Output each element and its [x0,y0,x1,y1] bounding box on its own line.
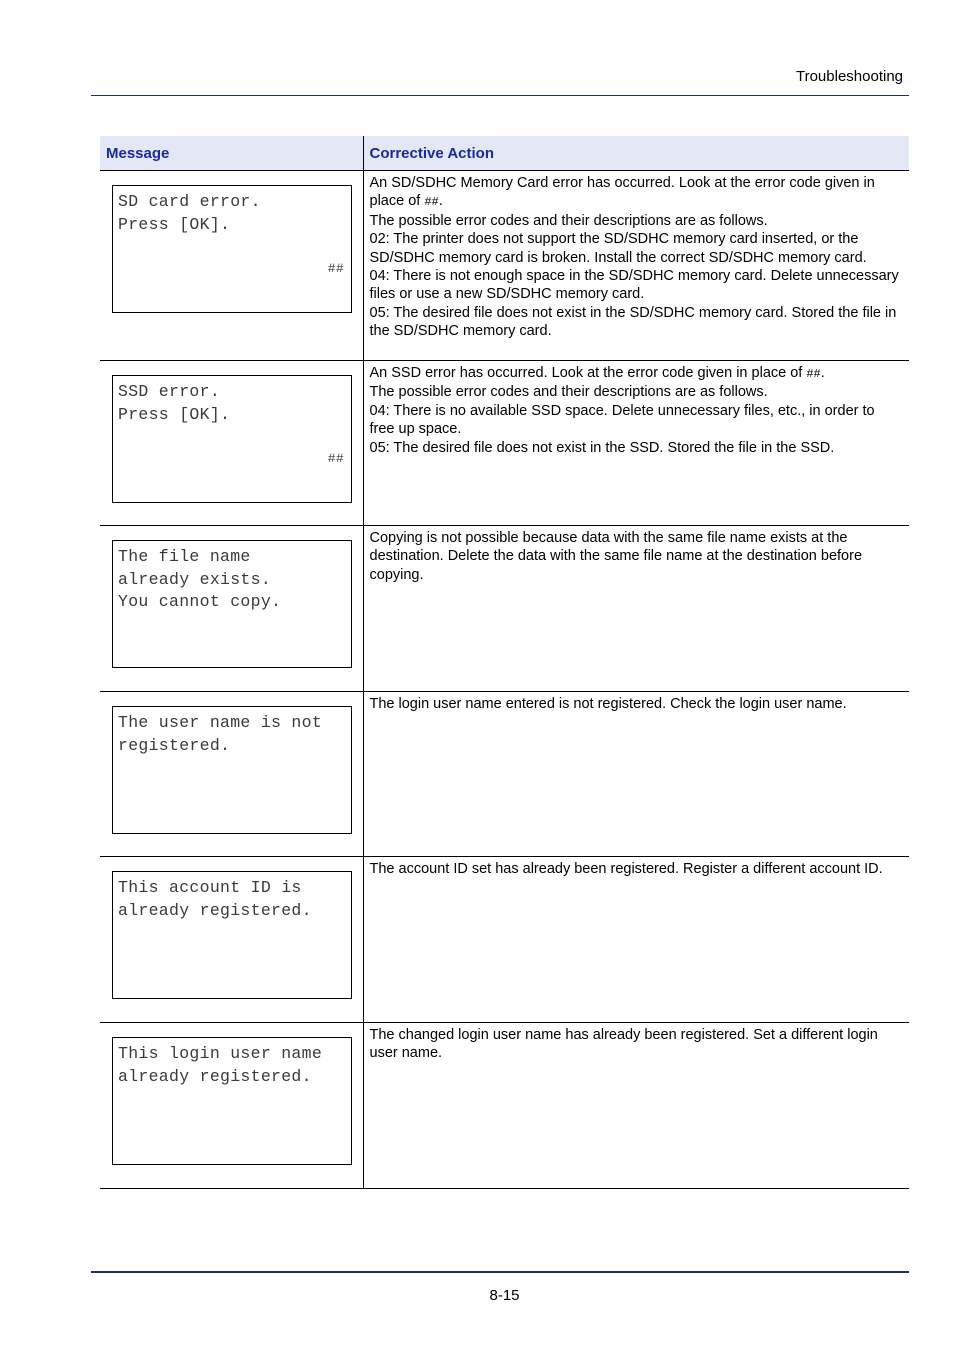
lcd-error-code: ## [327,451,344,466]
action-text: The login user name entered is not registered. Check the login user name. [369,696,847,712]
error-message-table [100,136,909,1189]
action-text-part: An SD/SDHC Memory Card error has occurred. Look at the error code given in place of [369,175,875,210]
message-cell [100,692,363,857]
error-code-placeholder: ## [424,195,439,210]
table-row [100,857,909,1023]
action-text-part: . [438,193,443,210]
action-text [370,174,904,212]
action-text-part: . [820,365,825,381]
error-code-placeholder: ## [806,367,821,381]
page-number: 8-15 [489,1287,520,1304]
page-header-title: Troubleshooting [795,68,903,85]
lcd-line: SSD error. [118,382,221,401]
table-row [100,361,909,526]
lcd-line: registered. [118,735,231,755]
message-cell [100,857,363,1023]
action-text-part: An SSD error has occurred. Look at the error code given in place of [369,365,807,381]
table-row [100,526,909,692]
lcd-line: Press [OK]. [118,404,231,424]
message-cell [100,171,363,361]
column-header-message: Message [100,136,363,171]
lcd-display [112,375,352,503]
action-text: 05: The desired file does not exist in the SSD. Stored the file in the SSD. [369,439,835,456]
column-header-corrective-action: Corrective Action [363,136,909,171]
table-row [100,1023,909,1189]
corrective-action-cell [363,1023,909,1189]
lcd-display [112,185,352,313]
action-text: 02: The printer does not support the SD/SDHC memory card inserted, or the SD/SDHC memory card is broken. Install the correct SD/SDHC memory card. [369,231,867,266]
lcd-line: The user name is not [118,713,323,732]
action-text: Copying is not possible because data with the same file name exists at the destination. Delete the data with the same file name at the destination before copying. [369,530,863,583]
corrective-action-cell [363,361,909,526]
table-row [100,171,909,361]
action-text: The possible error codes and their descriptions are as follows. [369,384,768,401]
lcd-error-code: ## [327,261,344,276]
table-row [100,692,909,857]
lcd-display [112,706,352,834]
corrective-action-cell [363,171,909,361]
action-text: The changed login user name has already been registered. Set a different login user name. [369,1027,878,1062]
footer-divider [91,1271,909,1273]
lcd-line: already registered. [118,1066,312,1086]
lcd-display [112,540,352,668]
lcd-line: This account ID is [118,878,302,897]
lcd-line: This login user name [118,1044,323,1063]
table-header-row [100,136,909,171]
corrective-action-cell [363,692,909,857]
lcd-line: Press [OK]. [118,214,231,234]
corrective-action-cell [363,857,909,1023]
action-text: 05: The desired file does not exist in the SD/SDHC memory card. Stored the file in the SD/SDHC memory card. [369,304,897,340]
corrective-action-cell [363,526,909,692]
action-text: The account ID set has already been registered. Register a different account ID. [369,861,883,877]
header-divider [91,95,909,96]
action-text: 04: There is not enough space in the SD/SDHC memory card. Delete unnecessary files or use a new SD/SDHC memory card. [369,268,899,303]
lcd-display [112,1037,352,1165]
lcd-display [112,871,352,999]
message-cell [100,526,363,692]
lcd-line: The file name [118,547,251,566]
lcd-line: already exists. [118,569,272,589]
action-text: The possible error codes and their descriptions are as follows. [369,212,768,229]
action-text: 04: There is no available SSD space. Delete unnecessary files, etc., in order to free up space. [369,402,875,438]
message-cell [100,1023,363,1189]
message-cell [100,361,363,526]
lcd-line: already registered. [118,900,312,920]
lcd-line: You cannot copy. [118,592,282,611]
action-text [370,364,904,383]
lcd-line: SD card error. [118,192,261,211]
